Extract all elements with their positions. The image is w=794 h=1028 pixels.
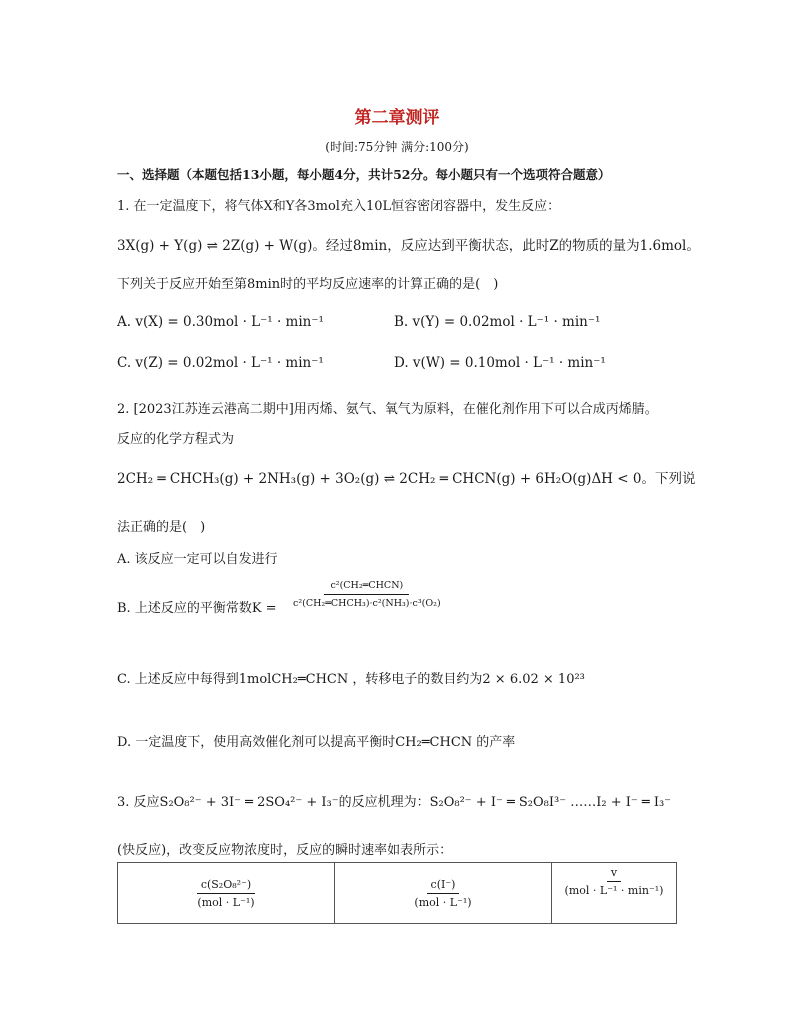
q1-option-a[interactable]: A. v(X) = 0.30mol · L⁻¹ · min⁻¹ [117,314,324,330]
q2-equation: 2CH₂ ═ CHCH₃(g) + 2NH₃(g) + 3O₂(g) ⇌ 2CH₂ ═ CHCN(g) + 6H₂O(g)ΔH < 0。下列说 [117,471,696,487]
exam-info: (时间:75分钟 满分:100分) [325,140,469,154]
section-heading: 一、选择题（本题包括13小题，每小题4分，共计52分。每小题只有一个选项符合题意） [117,167,611,182]
header-cell-s2o8: $\frac{\text{c(S₂O₈²⁻)}}{\text{(mol · L⁻¹)}}$ [118,863,335,924]
q2-option-c[interactable]: C. 上述反应中每得到1molCH₂═CHCN ，转移电子的数目约为2 × 6.02 × 10²³ [117,672,585,687]
k-numerator: c²(CH₂═CHCN) [324,580,409,595]
q2-question: 法正确的是( ) [117,520,206,535]
rate-table [117,862,677,924]
q2-option-b[interactable]: B. 上述反应的平衡常数K = [117,601,277,616]
q1-stem: 1. 在一定温度下，将气体X和Y各3mol充入10L恒容密闭容器中，发生反应： [117,199,561,214]
q2-option-a[interactable]: A. 该反应一定可以自发进行 [117,552,278,567]
q2-stem: 2. [2023江苏连云港高二期中]用丙烯、氨气、氧气为原料，在催化剂作用下可以合成丙烯腈。 [117,402,658,417]
header-cell-iodide: $\frac{c(I^-)}{\text{(mol · L⁻¹)}}$ [335,863,552,924]
q2-option-d[interactable]: D. 一定温度下，使用高效催化剂可以提高平衡时CH₂═CHCN 的产率 [117,735,516,750]
q1-equation: 3X(g) + Y(g) ⇌ 2Z(g) + W(g)。经过8min，反应达到平衡状态，此时Z的物质的量为1.6mol。 [117,238,700,254]
equilibrium-constant-fraction [287,580,447,609]
k-denominator: c²(CH₂═CHCH₃)·c²(NH₃)·c³(O₂) [293,598,441,609]
q1-option-c[interactable]: C. v(Z) = 0.02mol · L⁻¹ · min⁻¹ [117,355,324,371]
header-cell-rate: $\frac{v}{\text{(mol · L⁻¹ · min⁻¹)}}$ [552,863,677,924]
q1-option-d[interactable]: D. v(W) = 0.10mol · L⁻¹ · min⁻¹ [394,355,606,371]
q1-option-b[interactable]: B. v(Y) = 0.02mol · L⁻¹ · min⁻¹ [394,314,601,330]
q2-stem-2: 反应的化学方程式为 [117,432,235,447]
page-title: 第二章测评 [354,108,440,128]
table-row [118,863,677,924]
q1-question: 下列关于反应开始至第8min时的平均反应速率的计算正确的是( ) [117,277,499,292]
q3-stem: 3. 反应S₂O₈²⁻ + 3I⁻ ═ 2SO₄²⁻ + I₃⁻的反应机理为：S₂O₈²⁻ + I⁻ ═ S₂O₈I³⁻ ……I₂ + I⁻ ═ I₃⁻ [117,795,672,810]
q3-stem-2: (快反应)，改变反应物浓度时，反应的瞬时速率如表所示： [117,843,453,858]
